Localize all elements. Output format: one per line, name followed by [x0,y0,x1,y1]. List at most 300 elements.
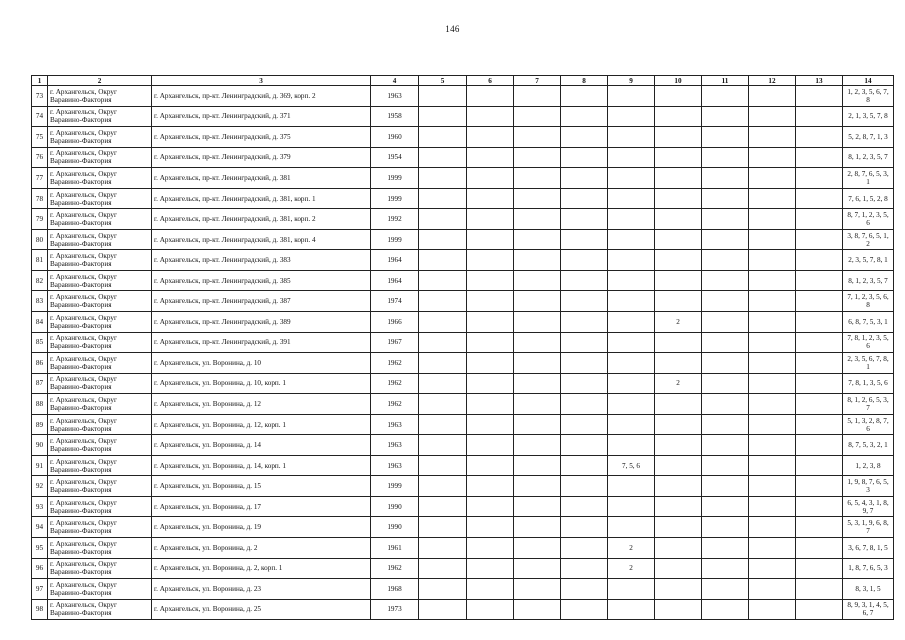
col-6-cell [467,435,514,456]
row-number-cell: 74 [32,106,48,127]
address-cell: г. Архангельск, ул. Воронина, д. 19 [152,517,371,538]
row-number-cell: 77 [32,168,48,189]
col-5-cell [419,229,467,250]
col-5-cell [419,455,467,476]
col-6-cell [467,270,514,291]
column-header-7: 7 [514,76,561,86]
col-14-cell: 1, 8, 7, 6, 5, 3 [843,558,894,579]
year-cell: 1964 [371,270,419,291]
col-6-cell [467,517,514,538]
row-number-cell: 86 [32,353,48,374]
address-cell: г. Архангельск, ул. Воронина, д. 23 [152,579,371,600]
district-cell: г. Архангельск, Округ Варавино-Фактория [48,270,152,291]
col-5-cell [419,353,467,374]
col-6-cell [467,414,514,435]
row-number-cell: 81 [32,250,48,271]
col-10-cell [655,209,702,230]
year-cell: 1990 [371,496,419,517]
col-8-cell [561,538,608,559]
data-table [31,75,894,620]
col-10-cell [655,579,702,600]
col-12-cell [749,414,796,435]
col-14-cell: 8, 3, 1, 5 [843,579,894,600]
col-9-cell [608,127,655,148]
col-9-cell [608,414,655,435]
address-cell: г. Архангельск, пр-кт. Ленинградский, д. 369, корп. 2 [152,86,371,107]
row-number-cell: 93 [32,496,48,517]
year-cell: 1999 [371,476,419,497]
col-8-cell [561,579,608,600]
district-cell: г. Архангельск, Округ Варавино-Фактория [48,332,152,353]
col-5-cell [419,250,467,271]
col-10-cell [655,496,702,517]
address-cell: г. Архангельск, пр-кт. Ленинградский, д. 387 [152,291,371,312]
col-11-cell [702,86,749,107]
table-row [32,517,894,538]
col-10-cell [655,353,702,374]
col-6-cell [467,209,514,230]
column-header-8: 8 [561,76,608,86]
col-6-cell [467,86,514,107]
col-8-cell [561,250,608,271]
col-10-cell [655,229,702,250]
table-row [32,538,894,559]
col-12-cell [749,127,796,148]
table-row [32,332,894,353]
col-7-cell [514,147,561,168]
col-9-cell [608,517,655,538]
col-6-cell [467,147,514,168]
column-header-11: 11 [702,76,749,86]
col-10-cell [655,332,702,353]
col-10-cell [655,435,702,456]
col-8-cell [561,496,608,517]
col-8-cell [561,394,608,415]
col-9-cell: 7, 5, 6 [608,455,655,476]
col-14-cell: 6, 8, 7, 5, 3, 1 [843,312,894,333]
row-number-cell: 95 [32,538,48,559]
col-9-cell [608,250,655,271]
col-14-cell: 8, 1, 2, 3, 5, 7 [843,147,894,168]
col-11-cell [702,332,749,353]
col-9-cell [608,209,655,230]
col-14-cell: 3, 6, 7, 8, 1, 5 [843,538,894,559]
address-cell: г. Архангельск, ул. Воронина, д. 14, корп. 1 [152,455,371,476]
col-6-cell [467,599,514,620]
district-cell: г. Архангельск, Округ Варавино-Фактория [48,558,152,579]
col-10-cell: 2 [655,373,702,394]
table-row [32,455,894,476]
col-13-cell [796,373,843,394]
address-cell: г. Архангельск, пр-кт. Ленинградский, д. 381, корп. 4 [152,229,371,250]
col-13-cell [796,353,843,374]
address-cell: г. Архангельск, ул. Воронина, д. 12 [152,394,371,415]
col-11-cell [702,476,749,497]
col-11-cell [702,209,749,230]
district-cell: г. Архангельск, Округ Варавино-Фактория [48,517,152,538]
col-12-cell [749,579,796,600]
district-cell: г. Архангельск, Округ Варавино-Фактория [48,250,152,271]
col-7-cell [514,86,561,107]
col-11-cell [702,455,749,476]
address-cell: г. Архангельск, ул. Воронина, д. 12, корп. 1 [152,414,371,435]
col-11-cell [702,229,749,250]
col-8-cell [561,353,608,374]
col-8-cell [561,106,608,127]
col-14-cell: 1, 9, 8, 7, 6, 5, 3 [843,476,894,497]
col-8-cell [561,147,608,168]
col-9-cell [608,270,655,291]
col-5-cell [419,579,467,600]
col-11-cell [702,106,749,127]
table-row [32,435,894,456]
col-11-cell [702,558,749,579]
district-cell: г. Архангельск, Округ Варавино-Фактория [48,127,152,148]
col-12-cell [749,476,796,497]
col-14-cell: 2, 8, 7, 6, 5, 3, 1 [843,168,894,189]
row-number-cell: 84 [32,312,48,333]
col-6-cell [467,188,514,209]
col-13-cell [796,538,843,559]
year-cell: 1974 [371,291,419,312]
col-13-cell [796,106,843,127]
col-11-cell [702,394,749,415]
col-12-cell [749,188,796,209]
col-12-cell [749,558,796,579]
col-8-cell [561,127,608,148]
year-cell: 1964 [371,250,419,271]
col-10-cell [655,455,702,476]
col-11-cell [702,291,749,312]
col-11-cell [702,599,749,620]
col-5-cell [419,435,467,456]
col-12-cell [749,353,796,374]
col-9-cell [608,291,655,312]
col-13-cell [796,599,843,620]
table-row [32,106,894,127]
col-13-cell [796,579,843,600]
col-11-cell [702,538,749,559]
col-9-cell [608,332,655,353]
col-10-cell [655,517,702,538]
col-13-cell [796,558,843,579]
col-5-cell [419,312,467,333]
col-6-cell [467,394,514,415]
col-12-cell [749,270,796,291]
col-9-cell [608,229,655,250]
col-6-cell [467,168,514,189]
col-14-cell: 8, 1, 2, 6, 5, 3, 7 [843,394,894,415]
header-row [32,76,894,86]
col-6-cell [467,312,514,333]
col-8-cell [561,435,608,456]
col-13-cell [796,455,843,476]
address-cell: г. Архангельск, пр-кт. Ленинградский, д. 381 [152,168,371,189]
address-cell: г. Архангельск, пр-кт. Ленинградский, д. 383 [152,250,371,271]
district-cell: г. Архангельск, Округ Варавино-Фактория [48,496,152,517]
row-number-cell: 80 [32,229,48,250]
col-13-cell [796,414,843,435]
col-6-cell [467,353,514,374]
col-6-cell [467,558,514,579]
address-cell: г. Архангельск, ул. Воронина, д. 14 [152,435,371,456]
col-5-cell [419,291,467,312]
col-8-cell [561,455,608,476]
table-row [32,414,894,435]
col-11-cell [702,127,749,148]
col-7-cell [514,209,561,230]
address-cell: г. Архангельск, пр-кт. Ленинградский, д. 385 [152,270,371,291]
col-6-cell [467,229,514,250]
column-header-14: 14 [843,76,894,86]
table-row [32,353,894,374]
year-cell: 1954 [371,147,419,168]
col-12-cell [749,496,796,517]
district-cell: г. Архангельск, Округ Варавино-Фактория [48,455,152,476]
col-9-cell [608,435,655,456]
col-13-cell [796,435,843,456]
col-13-cell [796,209,843,230]
row-number-cell: 88 [32,394,48,415]
col-11-cell [702,312,749,333]
address-cell: г. Архангельск, пр-кт. Ленинградский, д. 389 [152,312,371,333]
district-cell: г. Архангельск, Округ Варавино-Фактория [48,168,152,189]
col-12-cell [749,312,796,333]
column-header-5: 5 [419,76,467,86]
table-row [32,127,894,148]
col-11-cell [702,414,749,435]
address-cell: г. Архангельск, ул. Воронина, д. 2 [152,538,371,559]
col-7-cell [514,291,561,312]
col-6-cell [467,291,514,312]
district-cell: г. Архангельск, Округ Варавино-Фактория [48,188,152,209]
col-12-cell [749,147,796,168]
col-7-cell [514,414,561,435]
col-6-cell [467,538,514,559]
table-row [32,229,894,250]
address-cell: г. Архангельск, ул. Воронина, д. 10, корп. 1 [152,373,371,394]
col-10-cell [655,476,702,497]
address-cell: г. Архангельск, пр-кт. Ленинградский, д. 381, корп. 1 [152,188,371,209]
row-number-cell: 82 [32,270,48,291]
row-number-cell: 97 [32,579,48,600]
address-cell: г. Архангельск, ул. Воронина, д. 2, корп. 1 [152,558,371,579]
table-row [32,250,894,271]
row-number-cell: 94 [32,517,48,538]
col-14-cell: 5, 1, 3, 2, 8, 7, 6 [843,414,894,435]
col-12-cell [749,332,796,353]
col-9-cell [608,353,655,374]
address-cell: г. Архангельск, ул. Воронина, д. 17 [152,496,371,517]
col-7-cell [514,599,561,620]
col-10-cell [655,188,702,209]
col-11-cell [702,579,749,600]
column-header-2: 2 [48,76,152,86]
col-7-cell [514,270,561,291]
col-10-cell [655,250,702,271]
col-6-cell [467,373,514,394]
year-cell: 1968 [371,579,419,600]
row-number-cell: 89 [32,414,48,435]
col-10-cell [655,147,702,168]
table-row [32,291,894,312]
district-cell: г. Архангельск, Округ Варавино-Фактория [48,476,152,497]
col-14-cell: 6, 5, 4, 3, 1, 8, 9, 7 [843,496,894,517]
year-cell: 1962 [371,394,419,415]
col-8-cell [561,517,608,538]
col-12-cell [749,373,796,394]
col-6-cell [467,332,514,353]
col-13-cell [796,188,843,209]
col-5-cell [419,147,467,168]
col-8-cell [561,414,608,435]
col-10-cell [655,270,702,291]
col-14-cell: 5, 2, 8, 7, 1, 3 [843,127,894,148]
column-header-4: 4 [371,76,419,86]
row-number-cell: 75 [32,127,48,148]
col-8-cell [561,599,608,620]
col-7-cell [514,455,561,476]
col-5-cell [419,332,467,353]
district-cell: г. Архангельск, Округ Варавино-Фактория [48,353,152,374]
row-number-cell: 96 [32,558,48,579]
col-10-cell [655,106,702,127]
table-row [32,599,894,620]
year-cell: 1967 [371,332,419,353]
row-number-cell: 78 [32,188,48,209]
district-cell: г. Архангельск, Округ Варавино-Фактория [48,599,152,620]
row-number-cell: 79 [32,209,48,230]
col-8-cell [561,188,608,209]
col-9-cell [608,394,655,415]
col-12-cell [749,599,796,620]
column-header-12: 12 [749,76,796,86]
col-8-cell [561,312,608,333]
col-5-cell [419,209,467,230]
col-8-cell [561,168,608,189]
col-13-cell [796,476,843,497]
col-8-cell [561,270,608,291]
col-5-cell [419,394,467,415]
year-cell: 1990 [371,517,419,538]
col-7-cell [514,188,561,209]
col-7-cell [514,168,561,189]
col-7-cell [514,476,561,497]
col-11-cell [702,435,749,456]
col-10-cell [655,291,702,312]
col-12-cell [749,106,796,127]
col-13-cell [796,312,843,333]
col-13-cell [796,394,843,415]
district-cell: г. Архангельск, Округ Варавино-Фактория [48,414,152,435]
col-12-cell [749,455,796,476]
col-5-cell [419,127,467,148]
table-row [32,168,894,189]
table-row [32,579,894,600]
col-7-cell [514,332,561,353]
col-7-cell [514,558,561,579]
col-9-cell [608,188,655,209]
page-number: 146 [445,24,460,34]
row-number-cell: 83 [32,291,48,312]
table-row [32,270,894,291]
col-9-cell [608,476,655,497]
col-5-cell [419,188,467,209]
table-header [32,76,894,86]
year-cell: 1963 [371,435,419,456]
district-cell: г. Архангельск, Округ Варавино-Фактория [48,229,152,250]
col-7-cell [514,373,561,394]
col-12-cell [749,538,796,559]
col-5-cell [419,517,467,538]
column-header-3: 3 [152,76,371,86]
col-12-cell [749,86,796,107]
table-row [32,496,894,517]
year-cell: 1973 [371,599,419,620]
col-7-cell [514,496,561,517]
col-14-cell: 8, 7, 1, 2, 3, 5, 6 [843,209,894,230]
col-6-cell [467,496,514,517]
district-cell: г. Архангельск, Округ Варавино-Фактория [48,147,152,168]
table-body [32,86,894,620]
year-cell: 1963 [371,455,419,476]
col-14-cell: 7, 8, 1, 2, 3, 5, 6 [843,332,894,353]
col-5-cell [419,373,467,394]
col-6-cell [467,476,514,497]
col-7-cell [514,312,561,333]
year-cell: 1992 [371,209,419,230]
col-10-cell [655,127,702,148]
col-8-cell [561,476,608,497]
col-9-cell: 2 [608,558,655,579]
col-9-cell [608,373,655,394]
col-14-cell: 2, 1, 3, 5, 7, 8 [843,106,894,127]
table-row [32,476,894,497]
address-cell: г. Архангельск, ул. Воронина, д. 15 [152,476,371,497]
col-11-cell [702,188,749,209]
district-cell: г. Архангельск, Округ Варавино-Фактория [48,394,152,415]
col-13-cell [796,517,843,538]
col-13-cell [796,332,843,353]
column-header-10: 10 [655,76,702,86]
table-row [32,86,894,107]
col-14-cell: 2, 3, 5, 6, 7, 8, 1 [843,353,894,374]
table-row [32,188,894,209]
col-13-cell [796,270,843,291]
col-8-cell [561,332,608,353]
column-header-9: 9 [608,76,655,86]
col-5-cell [419,558,467,579]
col-6-cell [467,579,514,600]
table-row [32,209,894,230]
district-cell: г. Архангельск, Округ Варавино-Фактория [48,538,152,559]
col-10-cell [655,168,702,189]
col-5-cell [419,538,467,559]
col-14-cell: 7, 6, 1, 5, 2, 8 [843,188,894,209]
year-cell: 1963 [371,414,419,435]
district-cell: г. Архангельск, Округ Варавино-Фактория [48,435,152,456]
address-cell: г. Архангельск, пр-кт. Ленинградский, д. 375 [152,127,371,148]
col-9-cell [608,496,655,517]
row-number-cell: 85 [32,332,48,353]
col-9-cell [608,599,655,620]
col-12-cell [749,291,796,312]
col-8-cell [561,291,608,312]
col-12-cell [749,209,796,230]
col-9-cell [608,312,655,333]
col-5-cell [419,476,467,497]
col-14-cell: 1, 2, 3, 5, 6, 7, 8 [843,86,894,107]
